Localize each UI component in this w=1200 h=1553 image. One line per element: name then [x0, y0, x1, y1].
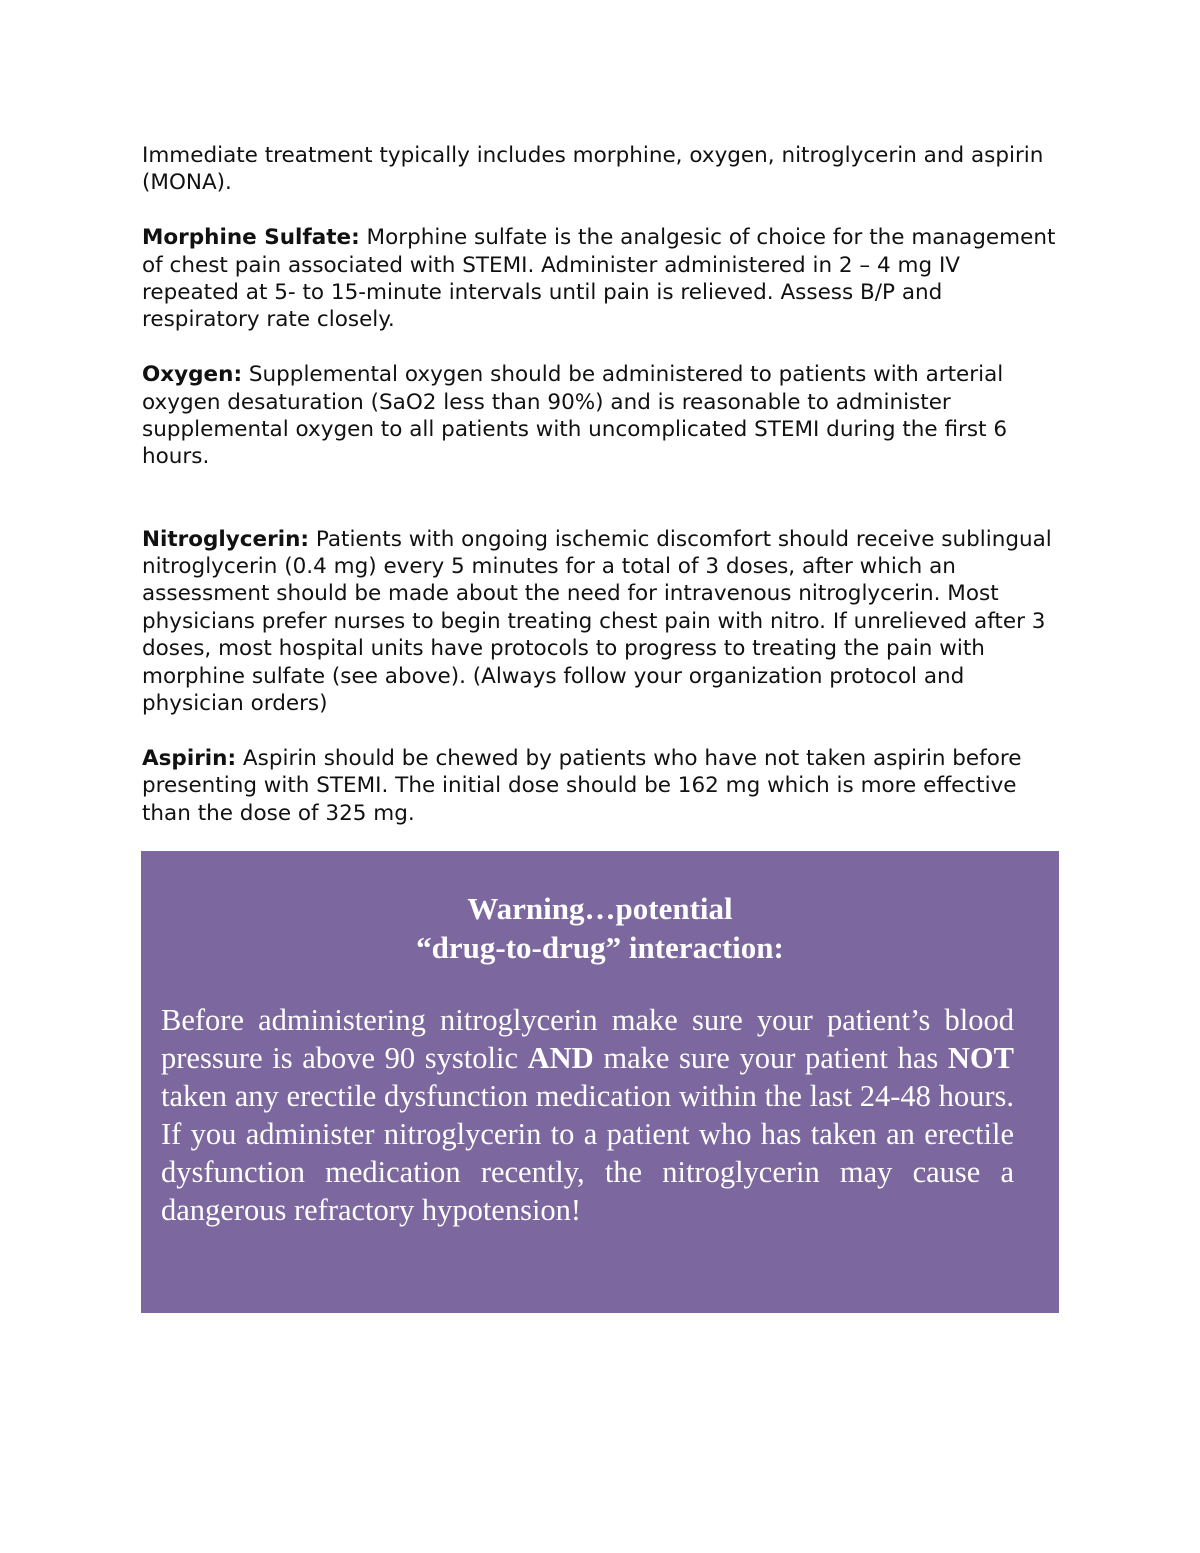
warning-box: [141, 851, 1059, 1313]
nitroglycerin-label: Nitroglycerin:: [142, 526, 309, 552]
oxygen-text: Supplemental oxygen should be administered to patients with arterial oxygen desaturation (SaO2 less than 90%) and is reasonable to administer supplemental oxygen to all patients with uncomplicated STEMI during the first 6 hours.: [142, 362, 1008, 470]
morphine-text: Morphine sulfate is the analgesic of choice for the management of chest pain associated with STEMI. Administer administered in 2 – 4 mg IV repeated at 5- to 15-minute intervals until pain is relieved. Assess B/P and respiratory rate closely.: [142, 225, 1056, 333]
warning-body: [161, 1001, 1014, 1229]
nitroglycerin-paragraph: [142, 526, 1062, 718]
warning-title-line-1: Warning…potential: [467, 891, 733, 926]
intro-paragraph: Immediate treatment typically includes morphine, oxygen, nitroglycerin and aspirin (MONA).: [142, 143, 1044, 196]
warning-body-part-1: Before administering nitroglycerin make sure your patient’s blood pressure is above 90 systolic: [161, 1003, 1014, 1075]
oxygen-paragraph: [142, 361, 1062, 471]
morphine-paragraph: [142, 224, 1062, 334]
warning-body-part-3: taken any erectile dysfunction medication within the last 24-48 hours. If you administer nitroglycerin to a patient who has taken an erectile dysfunction medication recently, the nitroglycerin may cause a dangerous refractory hypotension!: [161, 1079, 1014, 1227]
warning-title: [141, 889, 1059, 967]
nitroglycerin-text: Patients with ongoing ischemic discomfort should receive sublingual nitroglycerin (0.4 mg) every 5 minutes for a total of 3 doses, after which an assessment should be made about the need for intravenous nitroglycerin. Most physicians prefer nurses to begin treating chest pain with nitro. If unrelieved after 3 doses, most hospital units have protocols to progress to treating the pain with morphine sulfate (see above). (Always follow your organization protocol and physician orders): [142, 526, 1052, 717]
aspirin-label: Aspirin:: [142, 745, 237, 771]
warning-emphasis-not: NOT: [947, 1041, 1014, 1075]
aspirin-text: Aspirin should be chewed by patients who have not taken aspirin before presenting with STEMI. The initial dose should be 162 mg which is more effective than the dose of 325 mg.: [142, 745, 1022, 826]
warning-title-line-2: “drug-to-drug” interaction:: [416, 930, 784, 965]
aspirin-paragraph: [142, 745, 1062, 827]
warning-emphasis-and: AND: [527, 1041, 594, 1075]
oxygen-label: Oxygen:: [142, 362, 243, 388]
morphine-label: Morphine Sulfate:: [142, 225, 360, 251]
document-body: [142, 142, 1062, 827]
warning-body-part-2: make sure your patient has: [593, 1041, 948, 1075]
